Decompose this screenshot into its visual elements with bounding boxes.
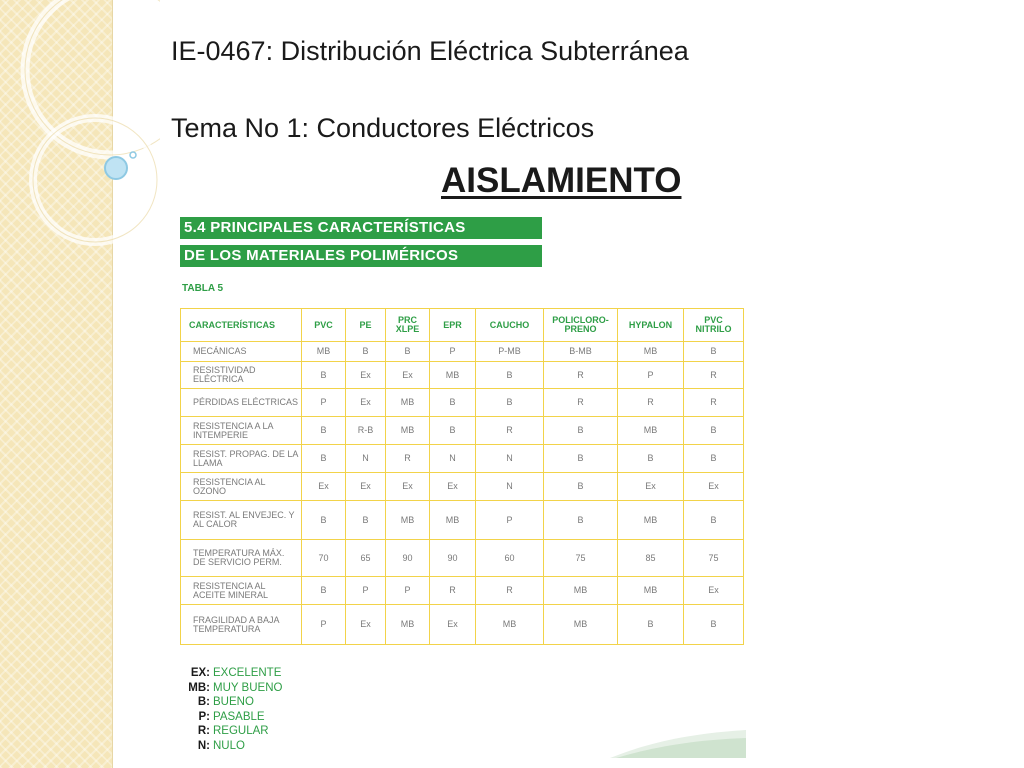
table-cell: MB [618,417,684,445]
table-cell: B [346,342,386,362]
table-cell: MB [476,605,544,645]
table-row [181,417,744,445]
row-label: TEMPERATURA MÁX. DE SERVICIO PERM. [181,540,302,577]
table-cell: MB [430,501,476,540]
table-cell: MB [386,501,430,540]
legend-code: EX: [190,667,210,679]
row-label: RESISTENCIA A LA INTEMPERIE [181,417,302,445]
table-cell: B [476,389,544,417]
legend-code: MB: [188,681,210,694]
table-cell: P [302,389,346,417]
table-cell: B [684,342,744,362]
table-cell: Ex [430,473,476,501]
legend-item [180,739,282,754]
table-cell: R [618,389,684,417]
legend-text: MUY BUENO [213,681,283,694]
table-cell: R-B [346,417,386,445]
table-cell: MB [386,605,430,645]
row-label: RESIST. AL ENVEJEC. Y AL CALOR [181,501,302,540]
table-cell: MB [430,362,476,389]
legend-code: N: [197,739,210,752]
decorative-sidebar [0,0,113,768]
table-cell: B [302,501,346,540]
table-cell: 90 [386,540,430,577]
table-cell: P [618,362,684,389]
table-cell: R [684,389,744,417]
table-cell: MB [302,342,346,362]
table-cell: Ex [302,473,346,501]
table-cell: Ex [346,473,386,501]
row-label: RESIST. PROPAG. DE LA LLAMA [181,445,302,473]
table-cell: Ex [386,473,430,501]
table-cell: 60 [476,540,544,577]
header-cell: PE [346,309,386,342]
legend-item [180,681,282,696]
table-cell: N [430,445,476,473]
slide-title: AISLAMIENTO [441,161,682,200]
table-cell: Ex [684,473,744,501]
table-row [181,577,744,605]
table-header-row [181,309,744,342]
legend-text: NULO [213,739,245,752]
table-cell: R [684,362,744,389]
table-cell: N [476,445,544,473]
table-cell: N [476,473,544,501]
table-cell: 90 [430,540,476,577]
table-row [181,501,744,540]
legend-item [180,724,282,739]
table-cell: Ex [346,389,386,417]
table-cell: Ex [346,605,386,645]
table-cell: B [476,362,544,389]
table-cell: Ex [346,362,386,389]
table-cell: P [476,501,544,540]
header-cell: EPR [430,309,476,342]
table-cell: R [544,389,618,417]
table-cell: Ex [430,605,476,645]
table-cell: B [430,389,476,417]
table-cell: B [346,501,386,540]
legend-code: P: [198,710,210,723]
table-row [181,605,744,645]
row-label: MECÁNICAS [181,342,302,362]
table-cell: B [302,445,346,473]
legend-item [180,666,282,681]
table-label: TABLA 5 [182,283,224,294]
table-cell: 75 [684,540,744,577]
legend-code: R: [197,725,210,737]
legend [180,666,282,753]
table-row [181,342,744,362]
header-cell: CARACTERÍSTICAS [181,309,302,342]
table-cell: P [430,342,476,362]
table-cell: 70 [302,540,346,577]
table-cell: MB [386,417,430,445]
table-cell: R [430,577,476,605]
table-cell: MB [544,605,618,645]
table-cell: B [684,605,744,645]
legend-text: BUENO [213,696,254,708]
table-cell: P-MB [476,342,544,362]
header-cell: HYPALON [618,309,684,342]
properties-table [180,308,744,645]
table-cell: B [302,362,346,389]
table-cell: B [544,445,618,473]
table-cell: Ex [386,362,430,389]
table-cell: B [684,445,744,473]
table-cell: B-MB [544,342,618,362]
row-label: FRAGILIDAD A BAJA TEMPERATURA [181,605,302,645]
row-label: RESISTENCIA AL ACEITE MINERAL [181,577,302,605]
legend-item [180,710,282,725]
table-cell: B [618,445,684,473]
header-cell: POLICLORO-PRENO [544,309,618,342]
header-cell: PVC NITRILO [684,309,744,342]
table-cell: MB [618,577,684,605]
table-cell: MB [544,577,618,605]
table-cell: B [386,342,430,362]
table-cell: B [618,605,684,645]
header-cell: PVC [302,309,346,342]
section-title-line1: 5.4 PRINCIPALES CARACTERÍSTICAS [180,217,542,239]
table-cell: P [302,605,346,645]
table-row [181,389,744,417]
table-cell: N [346,445,386,473]
table-cell: B [544,417,618,445]
legend-item [180,695,282,710]
table-cell: B [684,501,744,540]
legend-text: PASABLE [213,710,265,723]
table-cell: R [476,417,544,445]
table-cell: MB [386,389,430,417]
table-row [181,445,744,473]
section-title-line2: DE LOS MATERIALES POLIMÉRICOS [180,245,542,267]
leaf-swoosh-icon [610,728,746,758]
header-cell: PRC XLPE [386,309,430,342]
table-cell: 75 [544,540,618,577]
table-cell: MB [618,501,684,540]
table-cell: R [386,445,430,473]
table-cell: R [476,577,544,605]
table-cell: B [430,417,476,445]
table-cell: P [346,577,386,605]
legend-code: B: [197,696,210,708]
legend-text: EXCELENTE [213,667,282,679]
table-cell: 65 [346,540,386,577]
legend-text: REGULAR [213,725,269,737]
row-label: RESISTIVIDAD ELÉCTRICA [181,362,302,389]
header-cell: CAUCHO [476,309,544,342]
table-row [181,473,744,501]
row-label: RESISTENCIA AL OZONO [181,473,302,501]
topic-heading: Tema No 1: Conductores Eléctricos [171,113,595,143]
table-cell: B [302,417,346,445]
table-cell: 85 [618,540,684,577]
table-row [181,362,744,389]
course-heading: IE-0467: Distribución Eléctrica Subterránea [171,36,689,66]
table-cell: B [544,501,618,540]
table-cell: B [302,577,346,605]
table-cell: B [544,473,618,501]
table-cell: P [386,577,430,605]
table-cell: MB [618,342,684,362]
row-label: PÉRDIDAS ELÉCTRICAS [181,389,302,417]
table-cell: Ex [684,577,744,605]
table-cell: R [544,362,618,389]
table-row [181,540,744,577]
table-cell: B [684,417,744,445]
table-cell: Ex [618,473,684,501]
